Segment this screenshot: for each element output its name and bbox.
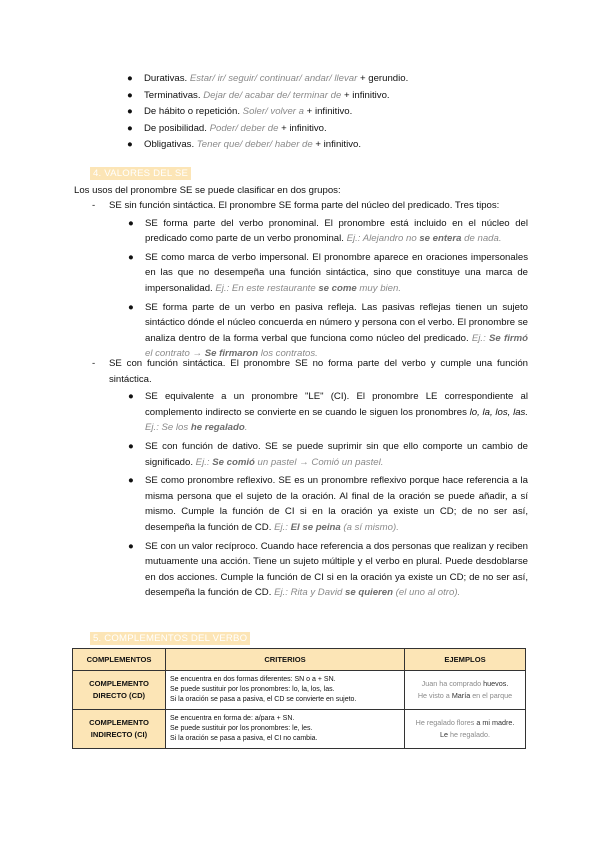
complementos-table (72, 648, 526, 749)
table-header-row (73, 649, 526, 671)
list-item: ● Obligativas. Tener que/ deber/ haber de + infinitivo. (127, 137, 527, 154)
bullet-icon: ● (128, 217, 134, 229)
list-item: ● SE equivalente a un pronombre "LE" (CI). El pronombre LE correspondiente al complemento indirecto se convierte en se cuando le siguen los pronombres lo, la, los, las. Ej.: Se los he regalado. (128, 391, 528, 434)
row-label: COMPLEMENTO DIRECTO (CD) (73, 671, 166, 710)
column-header: CRITERIOS (166, 649, 405, 671)
section-title-complementos: 5. COMPLEMENTOS DEL VERBO (90, 632, 250, 645)
bullet-icon: ● (128, 301, 134, 313)
section-title-valores-se: 4. VALORES DEL SE (90, 167, 191, 180)
bullet-icon: ● (128, 440, 134, 452)
bullet-icon: ● (128, 475, 134, 487)
list-item: ● SE con un valor recíproco. Cuando hace referencia a dos personas que realizan y reciben mutuamente una acción. Tiene un sujeto múltiple y el verbo en plural. Puede desdoblarse en dos acciones. Cumple la función de CI si en la oración ya existe un CD; de no ser así, desempeña la función de CD. Ej.: Rita y David se quieren (el uno al otro). (128, 540, 528, 599)
sub-list (128, 389, 528, 601)
bullet-icon: ● (127, 139, 133, 150)
sub-list (128, 216, 528, 362)
list-item: ● De hábito o repetición. Soler/ volver a + infinitivo. (127, 104, 527, 121)
table-row (73, 671, 526, 710)
bullet-icon: ● (128, 391, 134, 403)
bullet-icon: ● (128, 251, 134, 263)
bullet-icon: ● (127, 89, 133, 101)
group-heading: SE sin función sintáctica. El pronombre SE forma parte del núcleo del predicado. Tres tipos: (109, 200, 500, 211)
table-row (73, 710, 526, 749)
list-item: ● SE como marca de verbo impersonal. El pronombre aparece en oraciones impersonales en las que no desempeña una función sintáctica, sino que constituye una marca de impersonalidad. Ej.: En este restaurante se come muy bien. (128, 251, 528, 294)
criteria-cell: Se encuentra en forma de: a/para + SN. Se puede sustituir por los pronombres: le, les. Si la oración se pasa a pasiva, el CI no cambia. (166, 710, 405, 749)
criteria-cell: Se encuentra en dos formas diferentes: SN o a + SN. Se puede sustituir por los pronombres: lo, la, los, las. Si la oración se pasa a pasiva, el CD se convierte en sujeto. (166, 671, 405, 710)
list-item: ● SE forma parte del verbo pronominal. El pronombre está incluido en el núcleo del predicado como parte de un verbo pronominal. Ej.: Alejandro no se entera de nada. (128, 217, 528, 245)
bullet-icon: ● (128, 540, 134, 552)
examples-cell: He regalado flores a mi madre. Le he regalado. (405, 710, 526, 749)
list-item: ● SE con función de dativo. SE se puede suprimir sin que ello comporte un cambio de significado. Ej.: Se comió un pastel → Comió un pastel. (128, 440, 528, 468)
examples-cell: Juan ha comprado huevos. He visto a María en el parque (405, 671, 526, 710)
column-header: EJEMPLOS (405, 649, 526, 671)
list-item: ● SE como pronombre reflexivo. SE es un pronombre reflexivo porque hace referencia a la misma persona que el sujeto de la oración. Al final de la oración se puede añadir, a sí mismo. Cumple la función de CI si en la oración ya existe un CD; de no ser así, desempeña la función de CD. Ej.: El se peina (a sí mismo). (128, 475, 528, 533)
group-se-sin-funcion (92, 198, 528, 365)
list-item: ● Terminativas. Dejar de/ acabar de/ terminar de + infinitivo. (127, 88, 527, 105)
bullet-icon: ● (127, 122, 133, 134)
list-item: ● Durativas. Estar/ ir/ seguir/ continuar/ andar/ llevar + gerundio. (127, 71, 527, 88)
group-heading: SE con función sintáctica. El pronombre SE no forma parte del verbo y cumple una función sintáctica. (109, 358, 528, 385)
bullet-icon: ● (127, 73, 133, 84)
dash-bullet: - (92, 200, 96, 211)
dash-bullet: - (92, 358, 96, 369)
list-item: ● SE forma parte de un verbo en pasiva refleja. Las pasivas reflejas tienen un sujeto sintáctico dónde el núcleo concuerda en número y persona con el verbo. El pronombre se analiza dentro de la forma verbal que funciona como núcleo del predicado. Ej.: Se firmó el contrato → Se firmaron los contratos. (128, 301, 528, 360)
column-header: COMPLEMENTOS (73, 649, 166, 671)
intro-text: Los usos del pronombre SE se puede clasificar en dos grupos: (74, 185, 341, 196)
row-label: COMPLEMENTO INDIRECTO (CI) (73, 710, 166, 749)
group-se-con-funcion (92, 356, 528, 604)
bullet-icon: ● (127, 106, 133, 117)
periphrasis-list (127, 71, 527, 154)
list-item: ● De posibilidad. Poder/ deber de + infinitivo. (127, 121, 527, 138)
